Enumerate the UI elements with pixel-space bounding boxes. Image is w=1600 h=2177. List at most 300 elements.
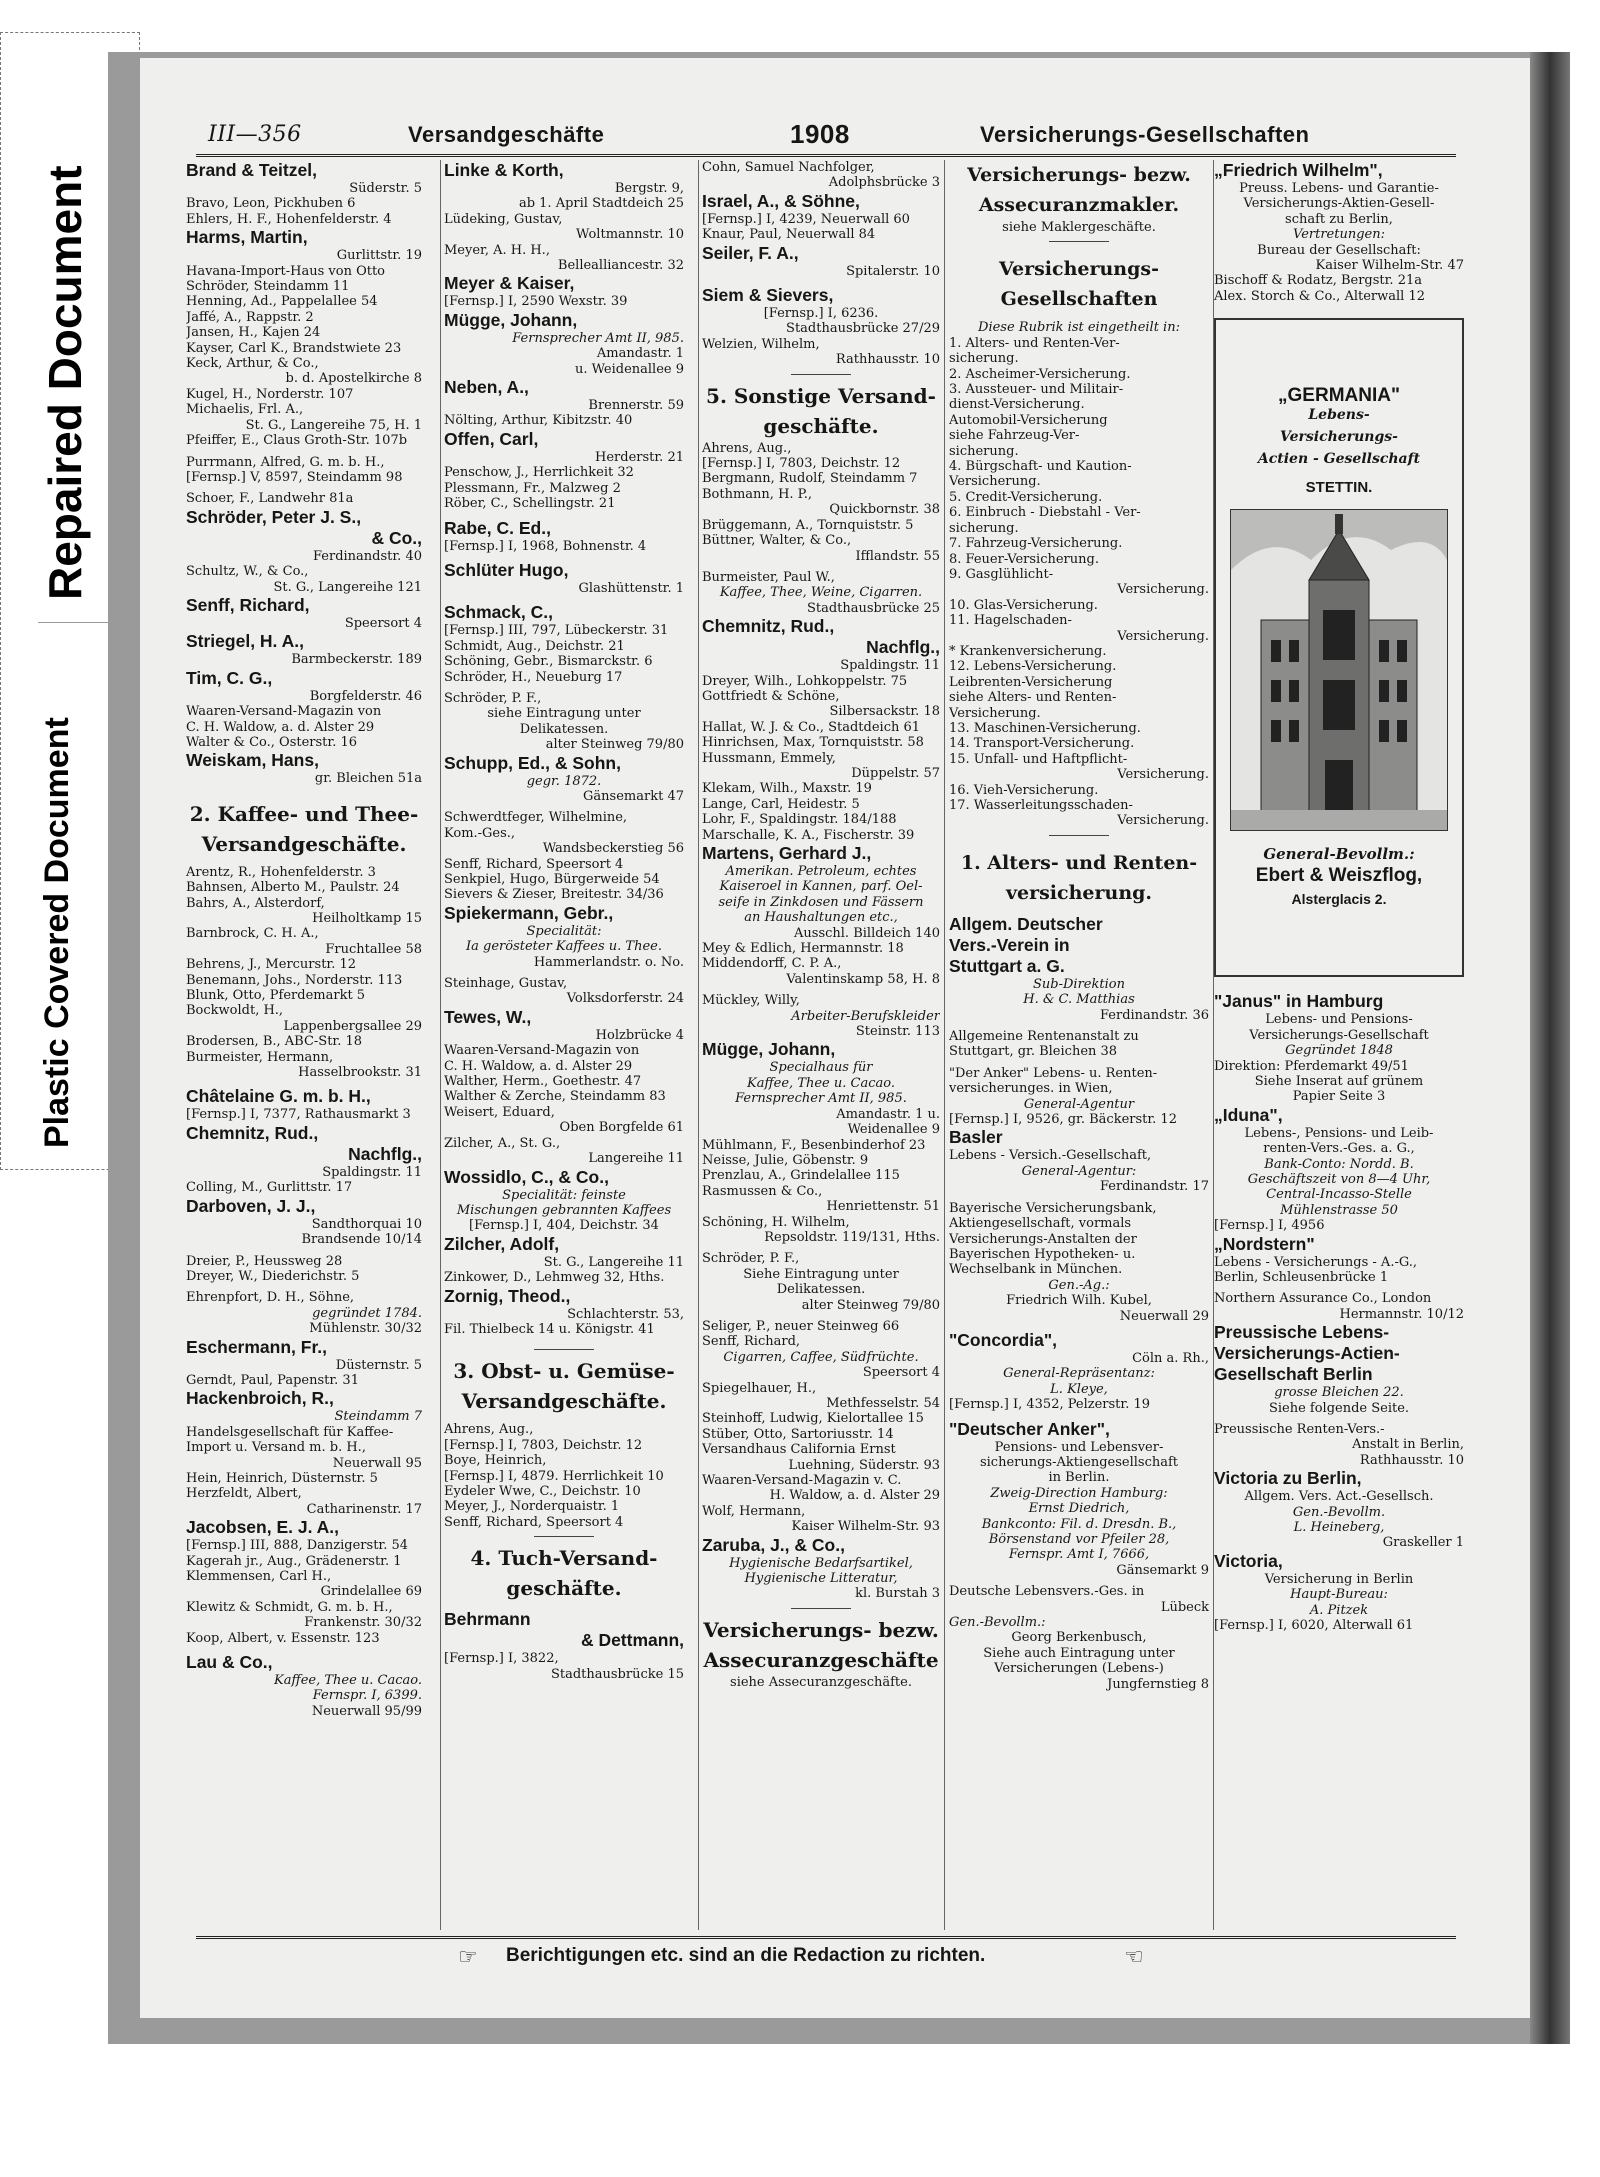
firm-name: Gesellschaft Berlin (1214, 1364, 1373, 1385)
firm-name: "Concordia", (949, 1329, 1057, 1350)
entry-line: Prenzlau, A., Grindelallee 115 (702, 1168, 900, 1184)
firm-name: Hackenbroich, R., (186, 1388, 334, 1409)
entry-line: Rathhausstr. 10 (835, 352, 940, 368)
entry-line: Specialität: feinste (502, 1187, 626, 1203)
page-number: III—356 (208, 122, 302, 147)
entry-line: Lebens-, Pensions- und Leib- (1244, 1125, 1434, 1141)
entry-line: Bockwoldt, H., (186, 1003, 284, 1019)
spacer (444, 1337, 684, 1343)
entry-line: Amandastr. 1 (596, 346, 684, 362)
entry-line: Klewitz & Schmidt, G. m. b. H., (186, 1599, 393, 1615)
entry-line: Kayser, Carl K., Brandstwiete 23 (186, 340, 402, 356)
entry-line: Bankconto: Fil. d. Dresdn. B., (981, 1516, 1177, 1532)
entry-line: siehe Assecuranzgeschäfte. (730, 1674, 912, 1690)
germania-line1: Lebens- (1308, 406, 1370, 423)
entry-line: Lebens - Versich.-Gesellschaft, (949, 1148, 1152, 1164)
entry-line: Sandthorquai 10 (311, 1216, 422, 1232)
entry-line: Ehrenpfort, D. H., Söhne, (186, 1290, 355, 1306)
firm-name: Schmack, C., (444, 602, 553, 623)
firm-name: Tewes, W., (444, 1006, 532, 1027)
column-5-bottom (1214, 991, 1464, 1633)
entry-line: Waaren-Versand-Magazin v. C. (702, 1473, 902, 1489)
firm-name: Siem & Sievers, (702, 285, 834, 306)
firm-name: Rabe, C. Ed., (444, 517, 551, 538)
building-drawing (1231, 510, 1447, 830)
entry-line: Versicherung. (1117, 582, 1209, 598)
entry-line: Süderstr. 5 (349, 181, 422, 196)
entry-line: an Haushaltungen etc., (744, 910, 898, 926)
entry-line: [Fernsp.] I, 6020, Alterwall 61 (1214, 1618, 1414, 1634)
entry-line: Spiegelhauer, H., (702, 1380, 817, 1396)
entry-line: Arentz, R., Hohenfelderstr. 3 (186, 864, 376, 880)
entry-line: Kaiser Wilhelm-Str. 47 (1315, 258, 1464, 274)
entry-line: 13. Maschinen-Versicherung. (949, 720, 1141, 736)
entry-line: Rathhausstr. 10 (1359, 1452, 1464, 1468)
entry-line: Versicherung. (949, 705, 1041, 721)
section-rule (791, 374, 851, 375)
entry-line: Schröder, P. F., (444, 690, 542, 706)
entry-line: Walther, Herm., Goethestr. 47 (444, 1074, 642, 1090)
entry-line: Jaffé, A., Rappstr. 2 (186, 309, 314, 325)
entry-line: C. H. Waldow, a. d. Alster 29 (186, 719, 375, 735)
entry-line: Burmeister, Hermann, (186, 1049, 334, 1065)
firm-name: Mügge, Johann, (444, 309, 578, 330)
entry-line: C. H. Waldow, a. d. Alster 29 (444, 1058, 633, 1074)
firm-name: „Iduna", (1214, 1104, 1283, 1125)
entry-line: Woltmannstr. 10 (576, 227, 684, 243)
firm-name: Nachflg., (348, 1143, 422, 1164)
entry-line: Stadthausbrücke 27/29 (786, 321, 940, 337)
entry-line: Steindamm 7 (334, 1409, 422, 1425)
entry-line: Steinhoff, Ludwig, Kielortallee 15 (702, 1411, 924, 1427)
entry-line: Methfesselstr. 54 (826, 1396, 940, 1411)
entry-line: Plessmann, Fr., Malzweg 2 (444, 480, 621, 496)
firm-name: Linke & Korth, (444, 160, 564, 180)
entry-line: Preuss. Lebens- und Garantie- (1239, 181, 1439, 196)
entry-line: Schwerdtfeger, Wilhelmine, (444, 810, 628, 826)
entry-line: Bahrs, A., Alsterdorf, (186, 895, 325, 911)
germania-line3: Actien - Gesellschaft (1257, 450, 1421, 467)
entry-line: Walther & Zerche, Steindamm 83 (444, 1089, 666, 1105)
entry-line: Versicherungs-Aktien-Gesell- (1243, 196, 1435, 212)
entry-line: Vertretungen: (1293, 227, 1385, 243)
entry-line: Kaffee, Thee u. Cacao. (747, 1075, 895, 1091)
entry-line: [Fernsp.] I, 4352, Pelzerstr. 19 (949, 1397, 1150, 1413)
entry-line: General-Agentur (1023, 1096, 1135, 1112)
plastic-label: Plastic Covered Document (38, 717, 76, 1148)
section-rule (791, 1608, 851, 1609)
entry-line: Papier Seite 3 (1292, 1089, 1386, 1105)
entry-line: Mühlmann, F., Besenbinderhof 23 (702, 1137, 926, 1153)
column-1 (186, 160, 422, 1930)
entry-line: gegr. 1872. (526, 773, 602, 789)
entry-line: Hygienische Litteratur, (744, 1571, 898, 1587)
entry-line: Amandastr. 1 u. (836, 1106, 940, 1122)
section-rule (534, 1349, 594, 1350)
entry-line: Hein, Heinrich, Düsternstr. 5 (186, 1470, 378, 1486)
building-illustration (1230, 509, 1448, 831)
entry-line: Gottfriedt & Schöne, (702, 688, 840, 704)
entry-line: H. Waldow, a. d. Alster 29 (769, 1488, 940, 1504)
entry-line: Pensions- und Lebensver- (994, 1439, 1164, 1455)
entry-line: St. G., Langereihe 121 (273, 579, 422, 595)
entry-line: Grindelallee 69 (320, 1584, 422, 1600)
firm-name: Preussische Lebens- (1214, 1322, 1390, 1343)
entry-line: Import u. Versand m. b. H., (186, 1440, 366, 1456)
entry-line: Langereihe 11 (588, 1151, 684, 1167)
entry-line: L. Heineberg, (1293, 1520, 1385, 1536)
entry-line: Colling, M., Gurlittstr. 17 (186, 1180, 353, 1196)
entry-line: Hasselbrookstr. 31 (298, 1065, 422, 1081)
entry-line: siehe Maklergeschäfte. (1002, 220, 1156, 235)
entry-line: Barnbrock, C. H. A., (186, 926, 319, 942)
entry-line: Klemmensen, Carl H., (186, 1569, 332, 1584)
entry-line: Siehe Inserat auf grünem (1254, 1073, 1424, 1089)
entry-line: 6. Einbruch - Diebstahl - Ver- (949, 505, 1141, 521)
entry-line: Versicherung. (949, 474, 1041, 490)
section-heading: 5. Sonstige Versand- (706, 383, 936, 408)
entry-line: Lüdeking, Gustav, (444, 211, 563, 227)
entry-line: Mischungen gebrannten Kaffees (456, 1202, 672, 1218)
entry-line: Henning, Ad., Pappelallee 54 (186, 294, 378, 310)
firm-name: Senff, Richard, (186, 594, 310, 615)
entry-line: Heilholtkamp 15 (312, 911, 422, 926)
entry-line: Middendorff, C. P. A., (702, 956, 842, 972)
entry-line: Kaiser Wilhelm-Str. 93 (791, 1519, 940, 1535)
entry-line: Schöning, H. Wilhelm, (702, 1214, 850, 1230)
entry-line: Sub-Direktion (1033, 976, 1125, 992)
entry-line: Versicherung. (1117, 628, 1209, 644)
entry-line: Ehlers, H. F., Hohenfelderstr. 4 (186, 211, 392, 227)
firm-name: Basler (949, 1127, 1003, 1148)
entry-line: Behrens, J., Mercurstr. 12 (186, 957, 357, 973)
entry-line: u. Weidenallee 9 (574, 361, 684, 377)
column-5-top (1214, 160, 1464, 304)
entry-line: Gänsemarkt 47 (583, 788, 684, 804)
entry-line: Handelsgesellschaft für Kaffee- (186, 1424, 394, 1440)
entry-line: Repsoldstr. 119/131, Hths. (764, 1229, 940, 1245)
entry-line: Jungfernstieg 8 (1107, 1676, 1209, 1692)
entry-line: Bahnsen, Alberto M., Paulstr. 24 (186, 880, 400, 896)
entry-line: Bergmann, Rudolf, Steindamm 7 (702, 471, 918, 487)
firm-name: Victoria, (1214, 1550, 1283, 1571)
section-heading: Assecuranzgeschäfte (703, 1647, 939, 1672)
entry-line: Bergstr. 9, (614, 181, 684, 196)
column-5 (1214, 160, 1464, 1930)
entry-line: Hygienische Bedarfsartikel, (729, 1555, 913, 1571)
entry-line: General-Repräsentanz: (1003, 1366, 1155, 1382)
germania-city: STETTIN. (1305, 478, 1373, 496)
entry-line: Mückley, Willy, (702, 993, 800, 1009)
entry-line: grosse Bleichen 22. (1274, 1385, 1404, 1401)
entry-line: Düsternstr. 5 (335, 1357, 422, 1373)
entry-line: Penschow, J., Herrlichkeit 32 (444, 465, 634, 481)
firm-name: „Friedrich Wilhelm", (1214, 160, 1383, 180)
entry-line: Schultz, W., & Co., (186, 564, 309, 580)
firm-name: & Co., (371, 527, 422, 548)
firm-name: & Dettmann, (580, 1630, 684, 1651)
firm-name: Victoria zu Berlin, (1214, 1468, 1362, 1489)
entry-line: Lebens - Versicherungs - A.-G., (1214, 1254, 1418, 1270)
firm-name: Chemnitz, Rud., (186, 1122, 319, 1143)
entry-line: Stuttgart, gr. Bleichen 38 (949, 1044, 1118, 1060)
entry-line: Blunk, Otto, Pferdemarkt 5 (186, 988, 366, 1004)
entry-line: Burmeister, Paul W., (702, 569, 835, 585)
firm-name: Martens, Gerhard J., (702, 843, 872, 863)
entry-line: gegründet 1784. (312, 1305, 422, 1321)
entry-line: [Fernsp.] I, 3822, (444, 1651, 559, 1667)
entry-line: Oben Borgfelde 61 (559, 1120, 684, 1136)
firm-name: Darboven, J. J., (186, 1195, 316, 1216)
entry-line: Geschäftszeit von 8—4 Uhr, (1247, 1171, 1431, 1187)
entry-line: Versicherung in Berlin (1264, 1571, 1414, 1587)
section-heading: 1. Alters- und Renten- (960, 851, 1198, 874)
entry-line: Bischoff & Rodatz, Bergstr. 21a (1214, 273, 1422, 289)
section-heading: 3. Obst- u. Gemüse- (453, 1359, 675, 1384)
entry-line: Glashüttenstr. 1 (578, 580, 684, 596)
entry-line: [Fernsp.] III, 797, Lübeckerstr. 31 (444, 623, 669, 639)
entry-line: Ahrens, Aug., (702, 440, 792, 456)
entry-line: Neuerwall 95 (332, 1455, 422, 1471)
entry-line: Sievers & Zieser, Breitestr. 34/36 (444, 887, 664, 903)
section-heading: Versandgeschäfte. (201, 831, 407, 856)
entry-line: Spitalerstr. 10 (846, 263, 940, 279)
section-heading: Assecuranzmakler. (978, 194, 1180, 216)
pointing-hand-left-icon: ☞ (458, 1945, 478, 1970)
entry-line: Wechselbank in München. (949, 1262, 1123, 1278)
entry-line: [Fernsp.] V, 8597, Steindamm 98 (186, 469, 403, 485)
entry-line: Wandsbeckerstieg 56 (542, 841, 684, 857)
entry-line: [Fernsp.] III, 888, Danzigerstr. 54 (186, 1538, 409, 1554)
firm-name: Israel, A., & Söhne, (702, 190, 860, 211)
entry-line: [Fernsp.] I, 1968, Bohnenstr. 4 (444, 538, 647, 554)
entry-line: Versandhaus California Ernst (702, 1442, 896, 1458)
firm-name: Weiskam, Hans, (186, 750, 319, 771)
entry-line: Lebens- und Pensions- (1265, 1012, 1413, 1028)
entry-line: Zilcher, A., St. G., (444, 1135, 561, 1151)
entry-line: Versicherung. (1117, 813, 1209, 829)
entry-line: Bank-Conto: Nordd. B. (1264, 1156, 1414, 1172)
germania-name: „GERMANIA" (1278, 385, 1400, 407)
entry-line: Mühlenstr. 30/32 (309, 1321, 422, 1337)
entry-line: Holzbrücke 4 (595, 1027, 684, 1043)
entry-line: Amerikan. Petroleum, echtes (725, 864, 917, 879)
entry-line: [Fernsp.] I, 2590 Wexstr. 39 (444, 294, 628, 310)
section-heading: Versicherungs- bezw. (967, 164, 1191, 186)
entry-line: Michaelis, Frl. A., (186, 402, 304, 418)
entry-line: Specialität: (526, 923, 602, 939)
entry-line: Fil. Thielbeck 14 u. Königstr. 41 (444, 1321, 655, 1337)
entry-line: Graskeller 1 (1382, 1535, 1464, 1551)
entry-line: Schöning, Gebr., Bismarckstr. 6 (444, 654, 653, 670)
entry-line: Steinstr. 113 (855, 1024, 940, 1040)
entry-line: Siehe auch Eintragung unter (983, 1645, 1175, 1661)
entry-line: Senff, Richard, Speersort 4 (444, 856, 624, 872)
firm-name: „Nordstern" (1214, 1233, 1315, 1254)
entry-line: Allgem. Vers. Act.-Gesellsch. (1244, 1489, 1434, 1505)
entry-line: [Fernsp.] I, 404, Deichstr. 34 (469, 1218, 659, 1234)
entry-line: 8. Feuer-Versicherung. (949, 551, 1099, 567)
entry-line: Seliger, P., neuer Steinweg 66 (702, 1318, 900, 1334)
entry-line: Silbersackstr. 18 (829, 704, 940, 720)
firm-name: Brand & Teitzel, (186, 160, 317, 180)
entry-line: Walter & Co., Osterstr. 16 (186, 734, 357, 750)
entry-line: 12. Lebens-Versicherung. (949, 659, 1117, 675)
firm-name: Offen, Carl, (444, 428, 539, 449)
entry-line: Dreyer, W., Diederichstr. 5 (186, 1268, 360, 1284)
firm-name: Zilcher, Adolf, (444, 1233, 560, 1254)
header-year: 1908 (790, 119, 850, 149)
entry-line: Mühlenstrasse 50 (1280, 1202, 1398, 1218)
entry-line: Neuerwall 29 (1119, 1308, 1209, 1324)
entry-line: Diese Rubrik ist eingetheilt in: (978, 320, 1180, 336)
entry-line: Spaldingstr. 11 (840, 658, 940, 674)
entry-line: Klekam, Wilh., Maxstr. 19 (702, 781, 872, 797)
firm-name: Schröder, Peter J. S., (186, 506, 362, 527)
entry-line: Bravo, Leon, Pickhuben 6 (186, 196, 356, 212)
section-heading: Gesellschaften (1000, 288, 1158, 311)
entry-line: Delikatessen. (776, 1282, 866, 1298)
entry-line: Alex. Storch & Co., Alterwall 12 (1214, 288, 1425, 304)
column-4 (944, 160, 1214, 1930)
entry-line: L. Kleye, (1050, 1381, 1108, 1397)
entry-line: Bureau der Gesellschaft: (1257, 242, 1421, 258)
footer-text: Berichtigungen etc. sind an die Redaction zu richten. (506, 1945, 986, 1966)
entry-line: sicherung. (949, 443, 1019, 459)
entry-line: Marschalle, K. A., Fischerstr. 39 (702, 827, 915, 843)
entry-line: Fernsprecher Amt II, 985. (735, 1091, 907, 1107)
firm-name: Zaruba, J., & Co., (702, 1534, 845, 1555)
section-heading: geschäfte. (763, 413, 879, 438)
entry-line: renten-Vers.-Ges. a. G., (1263, 1141, 1415, 1157)
entry-line: [Fernsp.] I, 7803, Deichstr. 12 (702, 456, 901, 472)
section-heading: Versandgeschäfte. (461, 1389, 667, 1414)
entry-line: [Fernsp.] I, 7803, Deichstr. 12 (444, 1437, 643, 1453)
section-heading: geschäfte. (506, 1576, 622, 1601)
firm-name: Châtelaine G. m. b. H., (186, 1086, 371, 1107)
entry-line: Fernsprecher Amt II, 985. (512, 330, 684, 346)
bottom-margin (0, 2044, 1600, 2177)
firm-name: Schupp, Ed., & Sohn, (444, 752, 621, 773)
entry-line: Arbeiter-Berufskleider (791, 1008, 940, 1024)
entry-line: Weidenallee 9 (847, 1122, 940, 1138)
firm-name: Allgem. Deutscher (949, 913, 1103, 934)
entry-line: Gurlittstr. 19 (336, 248, 422, 264)
section-heading: 2. Kaffee- und Thee- (189, 801, 419, 826)
entry-line: Hussmann, Emmely, (702, 750, 836, 766)
firm-name: Tim, C. G., (186, 667, 273, 688)
firm-name: Jacobsen, E. J. A., (186, 1517, 340, 1538)
germania-title: General-Bevollm.: (1263, 845, 1415, 864)
entry-line: 11. Hagelschaden- (949, 613, 1072, 629)
entry-line: Speersort 4 (344, 615, 422, 631)
entry-line: Brennerstr. 59 (588, 398, 684, 414)
entry-line: General-Agentur: (1021, 1163, 1137, 1179)
header-right-title: Versicherungs-Gesellschaften (980, 122, 1310, 147)
entry-line: Eydeler Wwe, C., Deichstr. 10 (444, 1483, 641, 1499)
entry-line: Georg Berkenbusch, (1011, 1630, 1147, 1646)
entry-line: Siehe Eintragung unter (743, 1266, 899, 1282)
entry-line: Schoer, F., Landwehr 81a (186, 491, 354, 507)
entry-line: Gänsemarkt 9 (1116, 1562, 1209, 1578)
entry-line: 3. Aussteuer- und Militair- (949, 382, 1124, 398)
entry-line: Central-Incasso-Stelle (1266, 1187, 1412, 1203)
entry-line: Senff, Richard, (702, 1334, 801, 1350)
firm-name: Eschermann, Fr., (186, 1336, 328, 1357)
entry-line: Ahrens, Aug., (444, 1422, 534, 1438)
entry-line: Fernspr. Amt I, 7666, (1008, 1547, 1150, 1563)
entry-line: Lappenbergsallee 29 (283, 1018, 422, 1034)
entry-line: Volksdorferstr. 24 (566, 991, 684, 1007)
entry-line: alter Steinweg 79/80 (545, 737, 684, 753)
entry-line: 5. Credit-Versicherung. (949, 489, 1103, 505)
entry-line: Versicherung. (1117, 767, 1209, 783)
entry-line: Meyer, J., Norderquaistr. 1 (444, 1499, 620, 1515)
entry-line: alter Steinweg 79/80 (801, 1297, 940, 1313)
entry-line: Kom.-Ges., (444, 825, 516, 841)
entry-line: Catharinenstr. 17 (306, 1501, 422, 1517)
entry-line: [Fernsp.] I, 4239, Neuerwall 60 (702, 211, 910, 227)
entry-line: Gen.-Bevollm.: (949, 1615, 1046, 1631)
entry-line: sicherung. (949, 351, 1019, 367)
entry-line: Versicherungs-Gesellschaft (1249, 1027, 1429, 1043)
entry-line: Preussische Renten-Vers.- (1214, 1422, 1385, 1437)
entry-line: 14. Transport-Versicherung. (949, 736, 1135, 752)
entry-line: Frankenstr. 30/32 (304, 1615, 422, 1631)
entry-line: Ernst Diedrich, (1028, 1501, 1130, 1517)
entry-line: Bothmann, H. P., (702, 486, 813, 502)
entry-line: Delikatessen. (519, 721, 609, 737)
entry-line: Haupt-Bureau: (1290, 1587, 1388, 1603)
firm-name: "Deutscher Anker", (949, 1418, 1110, 1439)
entry-line: [Fernsp.] I, 7377, Rathausmarkt 3 (186, 1107, 411, 1123)
entry-line: Gerndt, Paul, Papenstr. 31 (186, 1372, 359, 1388)
entry-line: 17. Wasserleitungsschaden- (949, 798, 1133, 813)
entry-line: sicherung. (949, 520, 1019, 536)
entry-line: Kugel, H., Norderstr. 107 (186, 386, 354, 402)
entry-line: Schlachterstr. 53, (567, 1306, 684, 1322)
entry-line: * Krankenversicherung. (949, 643, 1107, 659)
entry-line: 7. Fahrzeug-Versicherung. (949, 536, 1123, 552)
entry-line: Zinkower, D., Lehmweg 32, Hths. (444, 1270, 665, 1286)
entry-line: Kaffee, Thee u. Cacao. (274, 1673, 422, 1689)
germania-address: Alsterglacis 2. (1291, 890, 1387, 907)
entry-line: Leibrenten-Versicherung (949, 674, 1113, 690)
firm-name: Behrmann (444, 1609, 531, 1630)
entry-line: 1. Alters- und Renten-Ver- (949, 335, 1120, 351)
entry-line: 2. Ascheimer-Versicherung. (949, 366, 1131, 382)
firm-name: Stuttgart a. G. (949, 955, 1065, 976)
entry-line: siehe Fahrzeug-Ver- (949, 428, 1080, 444)
column-2 (440, 160, 684, 1930)
entry-line: Spaldingstr. 11 (322, 1164, 422, 1180)
entry-line: Waaren-Versand-Magazin von (186, 704, 382, 720)
firm-name: Mügge, Johann, (702, 1039, 836, 1060)
entry-line: Büttner, Walter, & Co., (702, 533, 852, 549)
entry-line: seife in Zinkdosen und Fässern (718, 894, 924, 910)
repaired-label: Repaired Document (39, 165, 91, 600)
entry-line: Barmbeckerstr. 189 (291, 652, 422, 668)
entry-line: Allgemeine Rentenanstalt zu (949, 1029, 1139, 1045)
section-heading: versicherung. (1005, 881, 1153, 904)
firm-name: "Janus" in Hamburg (1214, 991, 1384, 1012)
entry-line: sicherungs-Aktiengesellschaft (979, 1454, 1179, 1470)
germania-agent: Ebert & Weiszflog, (1255, 865, 1423, 887)
entry-line: Röber, C., Schellingstr. 21 (444, 496, 616, 512)
entry-line: Versicherungen (Lebens-) (994, 1661, 1164, 1677)
entry-line: Automobil-Versicherung (949, 412, 1108, 428)
entry-line: Lohr, F., Spaldingstr. 184/188 (702, 812, 897, 828)
